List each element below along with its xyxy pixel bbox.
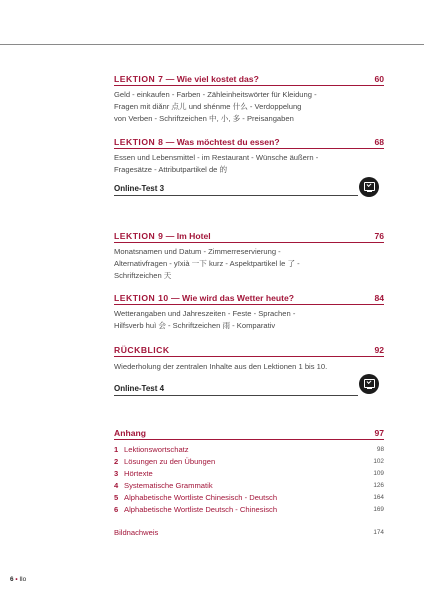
stand-shape [367, 191, 372, 192]
lesson-8-page: 68 [374, 137, 384, 147]
lesson-9-label: LEKTION 9 [114, 231, 164, 241]
rueckblick-description: Wiederholung der zentralen Inhalte aus den Lektionen 1 bis 10. [114, 362, 328, 371]
lesson-9-page: 76 [374, 231, 384, 241]
lesson-7-line: von Verben - Schriftzeichen 中, 小, 多 - Preisangaben [114, 114, 294, 124]
rueckblick-label: RÜCKBLICK [114, 345, 170, 355]
rueckblick-heading[interactable] [114, 344, 384, 357]
lesson-9-description [114, 246, 384, 283]
online-test-3-label: Online-Test 3 [114, 184, 165, 193]
rueckblick-page: 92 [374, 345, 384, 355]
anhang-item-title: Alphabetische Wortliste Chinesisch - Deutsch [124, 493, 278, 502]
anhang-item-page: 102 [373, 458, 384, 465]
computer-screen-icon[interactable] [359, 374, 379, 394]
lesson-7-title: — Wie viel kostet das? [163, 74, 259, 84]
online-test-4-label: Online-Test 4 [114, 384, 165, 393]
footer-suffix: Ilo [19, 576, 27, 583]
anhang-item[interactable] [114, 480, 384, 491]
anhang-item-page: 164 [373, 494, 384, 501]
lesson-9-line: Alternativfragen - yīxià 一下 kurz - Aspektpartikel le 了 - [114, 259, 300, 269]
online-test-3[interactable] [114, 183, 358, 196]
lesson-8-title: — Was möchtest du essen? [163, 137, 280, 147]
anhang-heading[interactable] [114, 427, 384, 440]
anhang-item-page: 169 [373, 506, 384, 513]
lesson-9-title: — Im Hotel [163, 231, 211, 241]
anhang-page: 97 [374, 428, 384, 438]
bildnachweis-title: Bildnachweis [114, 528, 159, 537]
anhang-item[interactable] [114, 492, 384, 503]
computer-screen-icon[interactable] [359, 177, 379, 197]
lesson-10-title: — Wie wird das Wetter heute? [168, 293, 295, 303]
anhang-item-num: 6 [114, 505, 119, 514]
anhang-item-title: Lösungen zu den Übungen [124, 457, 216, 466]
anhang-item-page: 98 [376, 446, 384, 453]
lesson-10-line: Wetterangaben und Jahreszeiten - Feste - Sprachen - [114, 309, 296, 318]
anhang-item-title: Systematische Grammatik [124, 481, 213, 490]
lesson-9-line: Schriftzeichen 天 [114, 271, 172, 281]
lesson-10-page: 84 [374, 293, 384, 303]
anhang-item-page: 109 [373, 470, 384, 477]
stand-shape [367, 388, 372, 389]
lesson-10-description [114, 308, 384, 332]
anhang-item-title: Alphabetische Wortliste Deutsch - Chinesisch [124, 505, 278, 514]
anhang-item-title: Lektionswortschatz [124, 445, 189, 454]
anhang-item-num: 3 [114, 469, 119, 478]
bildnachweis-page: 174 [373, 529, 384, 536]
anhang-item-num: 5 [114, 493, 119, 502]
anhang-item[interactable] [114, 468, 384, 479]
anhang-item[interactable] [114, 444, 384, 455]
anhang-item-num: 4 [114, 481, 119, 490]
anhang-label: Anhang [114, 428, 146, 438]
anhang-item-page: 126 [373, 482, 384, 489]
lesson-9-heading[interactable] [114, 230, 384, 243]
anhang-item[interactable] [114, 504, 384, 515]
lesson-7-heading[interactable] [114, 73, 384, 86]
lesson-7-label: LEKTION 7 [114, 74, 164, 84]
footer-separator: • [15, 576, 18, 583]
lesson-10-heading[interactable] [114, 292, 384, 305]
lesson-7-description [114, 89, 384, 126]
lesson-10-label: LEKTION 10 [114, 293, 169, 303]
lesson-8-line: Essen und Lebensmittel - im Restaurant - Wünsche äußern - [114, 153, 319, 162]
anhang-item-num: 2 [114, 457, 119, 466]
lesson-7-line: Geld - einkaufen - Farben - Zähleinheitswörter für Kleidung - [114, 90, 317, 99]
anhang-item-num: 1 [114, 445, 119, 454]
lesson-8-heading[interactable] [114, 136, 384, 149]
bildnachweis[interactable] [114, 527, 384, 538]
anhang-item[interactable] [114, 456, 384, 467]
lesson-10-line: Hilfsverb huì 会 - Schriftzeichen 雨 - Komparativ [114, 321, 276, 331]
anhang-item-title: Hörtexte [124, 469, 153, 478]
lesson-7-page: 60 [374, 74, 384, 84]
lesson-9-line: Monatsnamen und Datum - Zimmerreservierung - [114, 247, 281, 256]
lesson-8-label: LEKTION 8 [114, 137, 164, 147]
footer-page-number: 6 [10, 576, 14, 583]
lesson-7-line: Fragen mit diǎnr 点儿 und shénme 什么 - Verdoppelung [114, 102, 302, 112]
page-footer [10, 576, 26, 583]
online-test-4[interactable] [114, 383, 358, 396]
lesson-8-description [114, 152, 384, 176]
top-rule [0, 44, 424, 45]
lesson-8-line: Fragesätze - Attributpartikel de 的 [114, 165, 228, 175]
